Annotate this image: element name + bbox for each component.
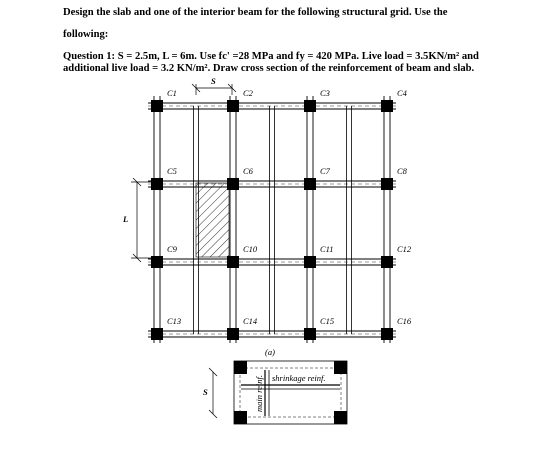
column-label: C6 <box>243 166 253 176</box>
hatched-slab-panel <box>196 183 229 257</box>
column-square <box>227 328 239 340</box>
column-label: C12 <box>397 244 412 254</box>
spacing-label: S <box>211 76 216 86</box>
column-label: C3 <box>320 88 330 98</box>
detail-corner-column <box>234 361 247 374</box>
column-square <box>151 178 163 190</box>
column-label: C16 <box>397 316 412 326</box>
question-line-2: additional live load = 3.2 KN/m². Draw cross section of the reinforcement of beam and slab. <box>63 63 475 74</box>
column-square <box>304 256 316 268</box>
figure-caption: (a) <box>265 347 275 357</box>
column-square <box>304 178 316 190</box>
column-label: C15 <box>320 316 335 326</box>
section-detail <box>203 361 347 424</box>
detail-span-label: S <box>203 387 208 397</box>
column-square <box>304 100 316 112</box>
column-square <box>304 328 316 340</box>
column-label: C4 <box>397 88 407 98</box>
column-square <box>151 328 163 340</box>
question-line-1: Question 1: S = 2.5m, L = 6m. Use fc' =28 MPa and fy = 420 MPa. Live load = 3.5KN/m² and <box>63 51 479 62</box>
column-label: C1 <box>167 88 177 98</box>
shrinkage-label: shrinkage reinf. <box>272 373 326 383</box>
detail-outline <box>234 361 347 424</box>
problem-heading: Design the slab and one of the interior beam for the following structural grid. Use the <box>63 7 448 18</box>
column-label: C13 <box>167 316 182 326</box>
column-square <box>227 100 239 112</box>
column-label: C7 <box>320 166 330 176</box>
problem-heading-continued: following: <box>63 29 109 40</box>
column-square <box>381 256 393 268</box>
column-label: C5 <box>167 166 177 176</box>
column-square <box>151 256 163 268</box>
column-markers <box>151 100 393 340</box>
beam-grid-lines <box>148 96 396 343</box>
column-label: C11 <box>320 244 334 254</box>
column-label: C2 <box>243 88 253 98</box>
column-label: C8 <box>397 166 407 176</box>
column-square <box>227 256 239 268</box>
detail-corner-column <box>334 411 347 424</box>
column-square <box>151 100 163 112</box>
detail-corner-column <box>334 361 347 374</box>
length-label: L <box>123 214 129 224</box>
column-square <box>227 178 239 190</box>
column-square <box>381 178 393 190</box>
column-square <box>381 328 393 340</box>
top-spacing-dimension <box>192 76 236 95</box>
column-square <box>381 100 393 112</box>
detail-corner-column <box>234 411 247 424</box>
main-reinf-label: main reinf. <box>254 375 264 412</box>
column-label: C14 <box>243 316 258 326</box>
left-length-dimension <box>122 178 152 262</box>
column-label: C9 <box>167 244 177 254</box>
column-label: C10 <box>243 244 258 254</box>
